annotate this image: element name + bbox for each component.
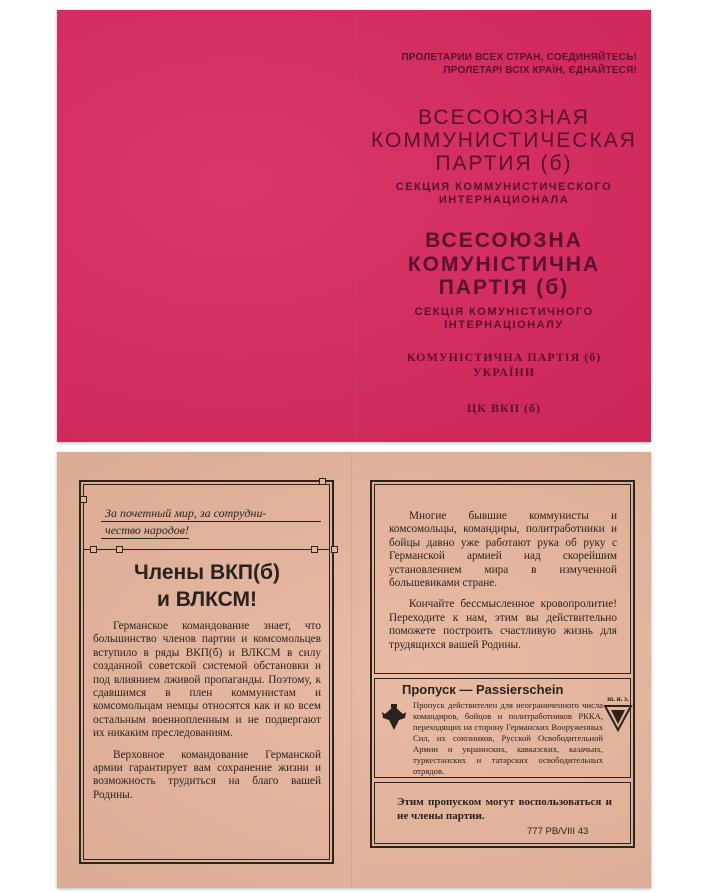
central-committee: ЦК ВКП (б) [466, 401, 542, 415]
left-paragraph-2: Верховное командование Германской армии гарантирует вам сохранение жизни и возможность трудиться на благо вашей Родины. [93, 748, 321, 801]
corner-square [331, 546, 338, 553]
title-ru-line2: КОММУНИСТИЧЕСКАЯ [371, 129, 637, 152]
eagle-emblem-icon [379, 702, 409, 734]
corner-square [311, 546, 318, 553]
pass-title: Пропуск — Passierschein [402, 682, 564, 697]
section-ru-line2: ИНТЕРНАЦИОНАЛА [438, 194, 570, 206]
section-ru-line1: СЕКЦИЯ КОММУНИСТИЧЕСКОГО [395, 181, 613, 193]
pass-text-top [413, 700, 603, 777]
fold-line [351, 452, 354, 888]
motto-line1: За почетный мир, за сотрудни- [101, 505, 321, 522]
party-ua-line2: УКРАЇНИ [472, 365, 536, 379]
title-ru-line1: ВСЕСОЮЗНАЯ [418, 106, 590, 129]
corner-square [319, 478, 326, 485]
headline-line1: Члены ВКП(б) [134, 561, 280, 584]
left-body-text [93, 620, 321, 802]
motto-line2: чество народов! [101, 522, 189, 539]
motto [101, 505, 321, 539]
propaganda-leaflet [57, 452, 651, 888]
roa-emblem-icon [602, 694, 634, 734]
headline [87, 559, 327, 613]
title-ua-line3: ПАРТІЯ (б) [438, 276, 570, 299]
title-ru-line3: ПАРТИЯ (б) [435, 152, 573, 175]
corner-square [80, 496, 87, 503]
pass-text: Пропуск действителен для неограниченного числа командиров, бойцов и политработников РККА, переходящих на сторону Германских Вооруженных Сил, их союзников, Русской Освободительной Армии и украинских, кавказских, казачьих, туркестанских и татарских освободительных отрядов. [413, 700, 603, 776]
right-paragraph-1: Многие бывшие коммунисты и комсомольцы, командиры, политработники и бойцы давно уже работают рука об руку с Германской армией над скорейшим установлением мира в измученной большевиками стране. [389, 510, 617, 590]
section-ua-line1: СЕКЦІЯ КОМУНІСТИЧНОГО [414, 306, 594, 318]
section-ua-line2: ІНТЕРНАЦІОНАЛУ [444, 319, 564, 331]
leaflet-code: 777 РВ/VIII 43 [527, 826, 589, 837]
slogan-ru: ПРОЛЕТАРИИ ВСЕХ СТРАН, СОЕДИНЯЙТЕСЬ! [401, 52, 637, 63]
title-ua-line2: КОМУНІСТИЧНА [407, 253, 601, 276]
left-paragraph-1: Германское командование знает, что большинство членов партии и комсомольцев вступило в ряды ВКП(б) и ВЛКСМ в силу созданной советской системой обстановки и под влиянием лживой пропаганды. Поэтому, к сдавшимся в плен коммунистам и комсомольцам немцы относятся как и ко всем остальным военнопленным и не подвергают их никаким преследованиям. [93, 620, 321, 740]
slogan-ua: ПРОЛЕТАРІ ВСІХ КРАЇН, ЄДНАЙТЕСЯ! [443, 65, 637, 76]
corner-square [116, 546, 123, 553]
party-ua-line1: КОМУНІСТИЧНА ПАРТІЯ (б) [406, 350, 602, 364]
party-card-cover [57, 10, 651, 442]
title-ua-line1: ВСЕСОЮЗНА [425, 229, 583, 252]
right-paragraph-2: Кончайте бессмысленное кровопролитие! Переходите к нам, этим вы действительно поможете построить счастливую жизнь для трудящихся вашей Родины. [389, 598, 617, 651]
emblem-label: ш. н. з. [607, 695, 629, 703]
headline-line2: и ВЛКСМ! [156, 588, 258, 611]
footer-note: Этим пропуском могут воспользоваться и не члены партии. [397, 796, 612, 822]
corner-square [90, 546, 97, 553]
right-body-text [389, 510, 617, 652]
